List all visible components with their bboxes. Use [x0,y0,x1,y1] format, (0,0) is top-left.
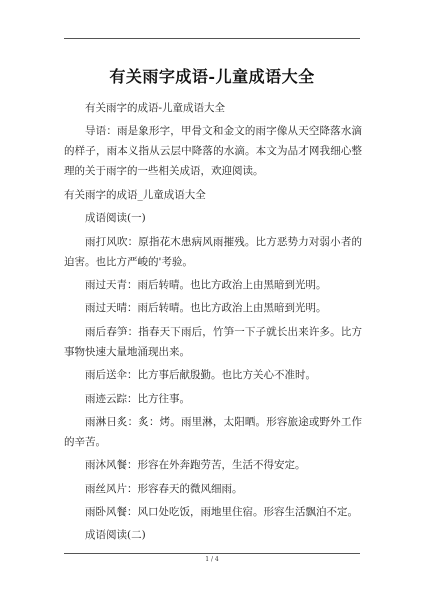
idiom-entry: 雨后春笋：指春天下雨后，竹笋一下子就长出来许多。比方事物快速大量地涌现出来。 [64,325,362,358]
intro-paragraph: 导语：雨是象形字，甲骨文和金文的雨字像从天空降落水滴的样子，雨本义指从云层中降落的水滴。本文为品才网我细心整理的关于雨字的一些相关成语，欢迎阅读。 [64,125,362,178]
footer-rule [64,553,360,554]
idiom-entry: 雨淋日炙：炙：烤。雨里淋，太阳晒。形容旅途或野外工作的辛苦。 [64,415,362,448]
document-body [64,98,362,549]
idiom-entry: 雨沐风餐：形容在外奔跑劳苦，生活不得安定。 [85,459,306,472]
header-rule [64,38,360,39]
idiom-entry: 雨过天晴：雨后转晴。也比方政治上由黑暗到光明。 [85,302,327,315]
section-title: 有关雨字的成语_儿童成语大全 [64,188,206,201]
page-number: 1 / 4 [205,556,219,563]
subtitle-line: 有关雨字的成语-儿童成语大全 [85,102,226,114]
section-heading-two: 成语阅读(二) [85,529,146,542]
idiom-entry: 雨后送伞：比方事后献殷勤。也比方关心不准时。 [85,369,316,382]
document-title: 有关雨字成语-儿童成语大全 [109,67,315,86]
section-heading-one: 成语阅读(一) [85,212,146,225]
idiom-entry: 雨过天青：雨后转晴。也比方政治上由黑暗到光明。 [85,278,327,291]
idiom-entry: 雨卧风餐：风口处吃饭，雨地里住宿。形容生活飘泊不定。 [85,506,358,519]
idiom-entry: 雨打风吹：原指花木患病风雨摧残。比方恶势力对弱小者的迫害。也比方严峻的'考验。 [64,235,362,268]
idiom-entry: 雨丝风片：形容春天的微风细雨。 [85,482,243,495]
idiom-entry: 雨迹云踪：比方往事。 [85,392,190,405]
